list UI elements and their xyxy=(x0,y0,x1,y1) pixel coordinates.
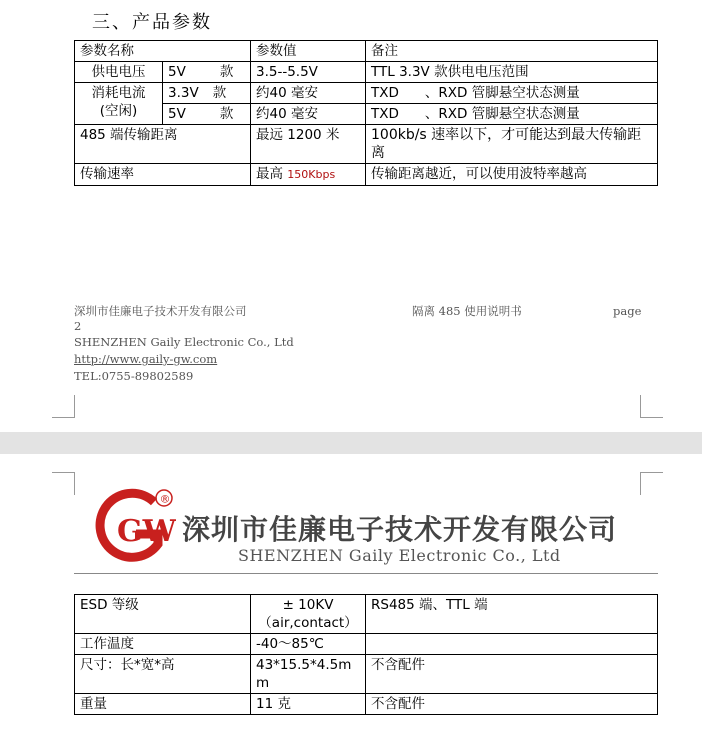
parameter-table xyxy=(74,40,658,186)
size-note: 不含配件 xyxy=(366,655,658,694)
baud-rate-label: 传输速率 xyxy=(75,164,251,186)
crop-mark xyxy=(640,472,663,495)
consumption-note-5: TXD 、RXD 管脚悬空状态测量 xyxy=(366,104,658,125)
footer-doc-title: 隔离 485 使用说明书 xyxy=(412,304,522,318)
esd-value: ± 10KV （air,contact） xyxy=(251,595,366,634)
table-row xyxy=(75,125,658,164)
distance-note: 100kb/s 速率以下，才可能达到最大传输距离 xyxy=(366,125,658,164)
crop-mark xyxy=(52,472,75,495)
table-row xyxy=(75,104,658,125)
weight-label: 重量 xyxy=(75,694,251,715)
header-param-name: 参数名称 xyxy=(75,41,251,62)
size-value: 43*15.5*4.5mm xyxy=(251,655,366,694)
footer-website-link[interactable]: http://www.gaily-gw.com xyxy=(74,352,218,366)
header-divider xyxy=(74,573,658,574)
consumption-value-5: 约40 毫安 xyxy=(251,104,366,125)
temp-note xyxy=(366,634,658,655)
size-label: 尺寸：长*宽*高 xyxy=(75,655,251,694)
table-header-row xyxy=(75,41,658,62)
consumption-variant-5: 5V 款 xyxy=(163,104,251,125)
consumption-note-33: TXD 、RXD 管脚悬空状态测量 xyxy=(366,83,658,104)
distance-value: 最远 1200 米 xyxy=(251,125,366,164)
current-consumption-label: 消耗电流 (空闲) xyxy=(75,83,163,125)
baud-rate-note: 传输距离越近，可以使用波特率越高 xyxy=(366,164,658,186)
table-row xyxy=(75,655,658,694)
esd-note: RS485 端、TTL 端 xyxy=(366,595,658,634)
consumption-variant-33: 3.3V 款 xyxy=(163,83,251,104)
footer-tel: TEL:0755-89802589 xyxy=(74,369,194,383)
header-company-cn: 深圳市佳廉电子技术开发有限公司 xyxy=(182,513,618,546)
footer-page-number: 2 xyxy=(74,319,82,333)
footer-url-row xyxy=(74,351,217,368)
logo-letters: GW xyxy=(117,514,176,549)
company-logo-icon xyxy=(92,488,176,568)
consumption-value-33: 约40 毫安 xyxy=(251,83,366,104)
table-row xyxy=(75,694,658,715)
parameter-table-continued xyxy=(74,594,658,715)
weight-value: 11 克 xyxy=(251,694,366,715)
baud-rate-highlight: 150Kbps xyxy=(287,168,336,181)
weight-note: 不含配件 xyxy=(366,694,658,715)
footer-company-cn: 深圳市佳廉电子技术开发有限公司 xyxy=(74,304,247,318)
table-row xyxy=(75,595,658,634)
baud-rate-value: 最高 150Kbps xyxy=(251,164,366,186)
supply-variant: 5V 款 xyxy=(163,62,251,83)
supply-voltage-label: 供电电压 xyxy=(75,62,163,83)
table-row xyxy=(75,62,658,83)
supply-voltage-value: 3.5--5.5V xyxy=(251,62,366,83)
footer-page-label: page xyxy=(613,304,642,318)
header-company-en: SHENZHEN Gaily Electronic Co., Ltd xyxy=(238,546,561,565)
crop-mark xyxy=(52,395,75,418)
section-title: 三、产品参数 xyxy=(92,12,212,33)
footer-company-en: SHENZHEN Gaily Electronic Co., Ltd xyxy=(74,335,294,349)
table-row xyxy=(75,83,658,104)
table-row xyxy=(75,634,658,655)
table-row xyxy=(75,164,658,186)
temp-label: 工作温度 xyxy=(75,634,251,655)
document-page-2 xyxy=(0,454,702,731)
header-remark: 备注 xyxy=(366,41,658,62)
esd-label: ESD 等级 xyxy=(75,595,251,634)
temp-value: -40～85℃ xyxy=(251,634,366,655)
page-separator xyxy=(0,432,702,454)
crop-mark xyxy=(640,395,663,418)
registered-mark: ® xyxy=(159,492,171,506)
supply-voltage-note: TTL 3.3V 款供电电压范围 xyxy=(366,62,658,83)
distance-label: 485 端传输距离 xyxy=(75,125,251,164)
header-param-value: 参数值 xyxy=(251,41,366,62)
